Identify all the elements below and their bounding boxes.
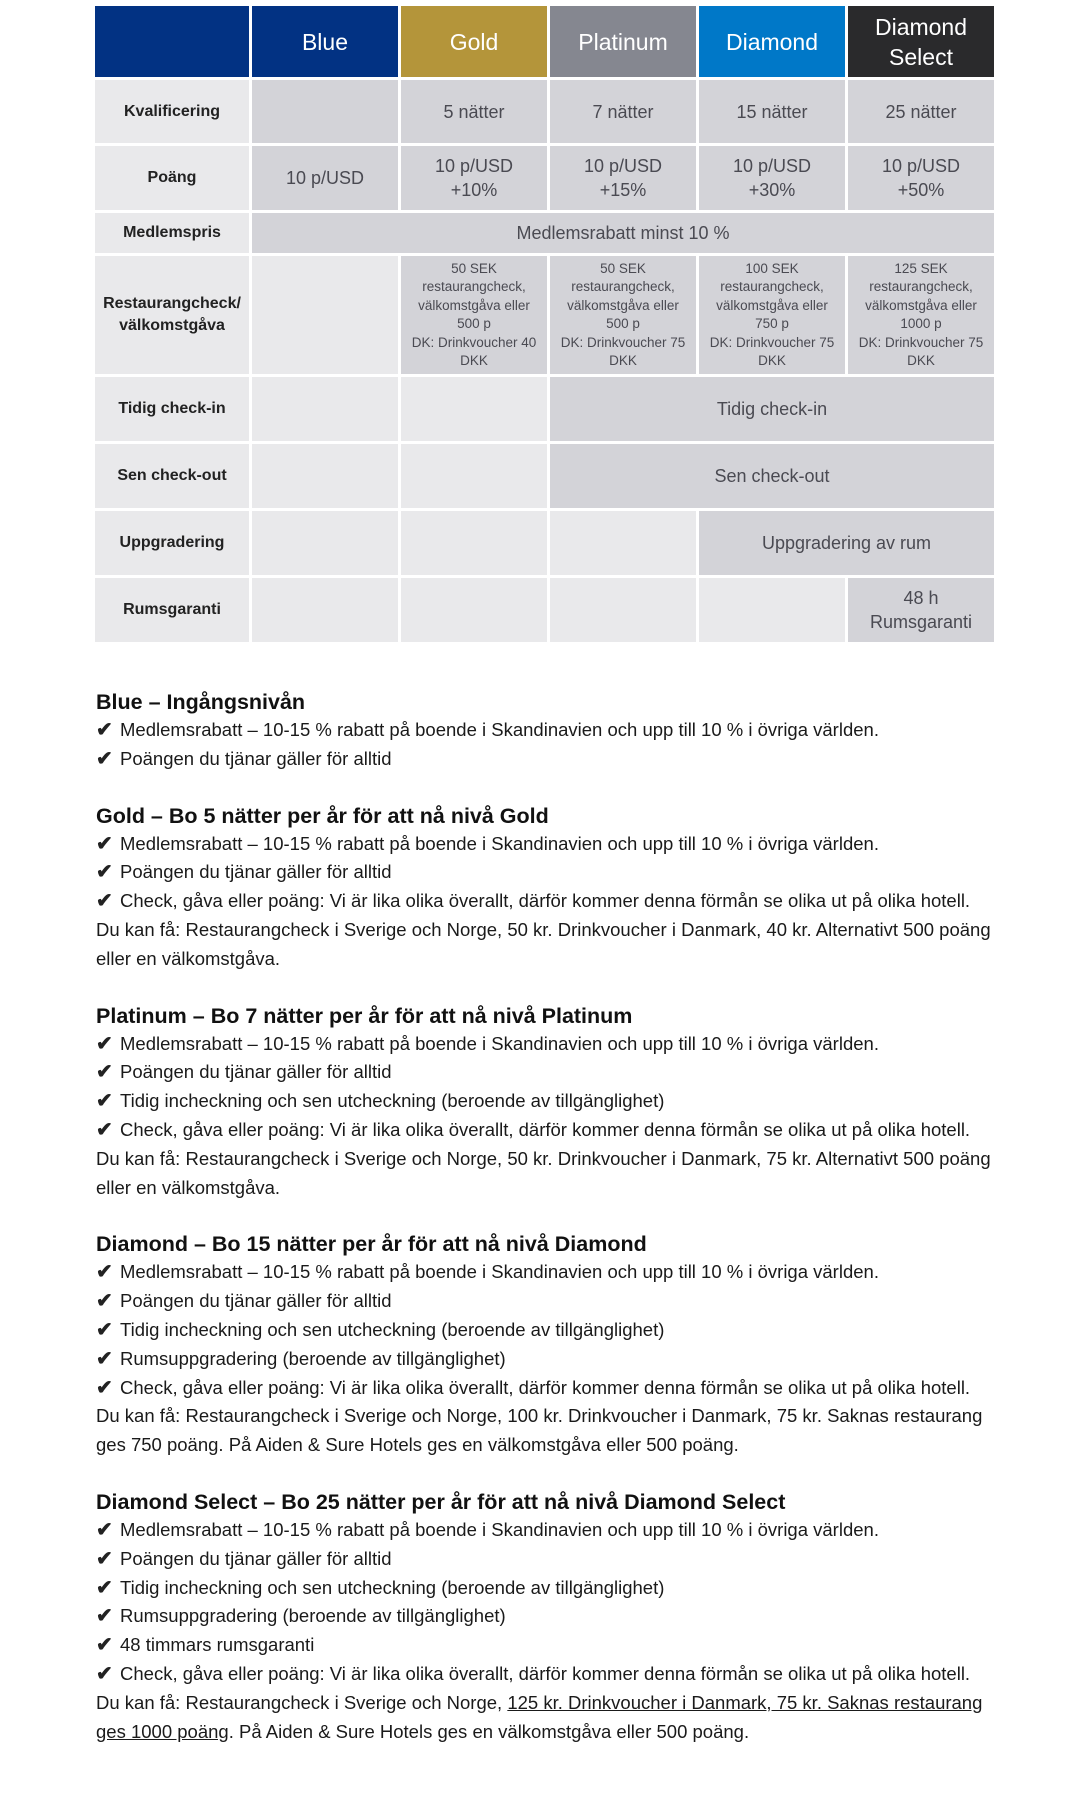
qualification-platinum: 7 nätter [550, 80, 696, 143]
upgrade-gold [401, 511, 547, 575]
benefit-item: ✔ Medlemsrabatt – 10-15 % rabatt på boende i Skandinavien och upp till 10 % i övriga världen. [96, 1516, 996, 1545]
tier-header-gold: Gold [401, 6, 547, 77]
row-late-checkout [95, 444, 994, 508]
check-mark-icon: ✔ [96, 861, 113, 884]
qualification-gold: 5 nätter [401, 80, 547, 143]
row-upgrade [95, 511, 994, 575]
benefit-item: ✔ Poängen du tjänar gäller för alltid [96, 858, 996, 887]
member-price-all: Medlemsrabatt minst 10 % [252, 213, 994, 253]
tier-header-platinum: Platinum [550, 6, 696, 77]
benefits-diamond-select [96, 1488, 996, 1746]
qualification-diamond: 15 nätter [699, 80, 845, 143]
row-qualification [95, 80, 994, 143]
points-platinum: 10 p/USD +15% [550, 146, 696, 210]
row-label-late-checkout: Sen check-out [95, 444, 249, 508]
header-corner [95, 6, 249, 77]
check-mark-icon: ✔ [96, 1090, 113, 1113]
check-mark-icon: ✔ [96, 719, 113, 741]
check-mark-icon: ✔ [96, 1032, 113, 1055]
points-diamond-select: 10 p/USD +50% [848, 146, 994, 210]
tier-header-diamond-select: Diamond Select [848, 6, 994, 77]
points-blue: 10 p/USD [252, 146, 398, 210]
check-mark-icon: ✔ [96, 1576, 113, 1599]
benefit-item: ✔ Tidig incheckning och sen utcheckning (beroende av tillgänglighet) [96, 1574, 996, 1603]
late-checkout-blue [252, 444, 398, 508]
row-label-qualification: Kvalificering [95, 80, 249, 143]
tier-benefits-list [96, 688, 996, 1774]
benefits-platinum-title: Platinum – Bo 7 nätter per år för att nå nivå Platinum [96, 1003, 633, 1028]
benefit-item: ✔ Check, gåva eller poäng: Vi är lika olika överallt, därför kommer denna förmån se olika ut på olika hotell. Du kan få: Restaurangcheck i Sverige och Norge, 100 kr. Drinkvoucher i Danmark, 75 kr. Saknas restaurang ges 750 poäng. På Aiden & Sure Hotels ges en välkomstgåva eller 500 poäng. [96, 1374, 996, 1460]
upgrade-diamond-plus: Uppgradering av rum [699, 511, 994, 575]
tier-comparison-table [92, 3, 997, 645]
benefit-item: ✔ Poängen du tjänar gäller för alltid [96, 1287, 996, 1316]
benefit-item: ✔ Rumsuppgradering (beroende av tillgänglighet) [96, 1602, 996, 1631]
check-mark-icon: ✔ [96, 1318, 113, 1341]
row-member-price [95, 213, 994, 253]
benefit-item: ✔ Poängen du tjänar gäller för alltid [96, 1058, 996, 1087]
points-gold: 10 p/USD +10% [401, 146, 547, 210]
benefits-diamond [96, 1230, 996, 1460]
check-mark-icon: ✔ [96, 1518, 113, 1541]
benefit-item: ✔ Medlemsrabatt – 10-15 % rabatt på boende i Skandinavien och upp till 10 % i övriga världen. [96, 716, 996, 745]
benefits-gold-title: Gold – Bo 5 nätter per år för att nå nivå Gold [96, 803, 549, 828]
check-mark-icon: ✔ [96, 890, 113, 913]
room-guarantee-diamond-select: 48 h Rumsgaranti [848, 578, 994, 642]
benefit-item: ✔ Tidig incheckning och sen utcheckning (beroende av tillgänglighet) [96, 1316, 996, 1345]
qualification-blue [252, 80, 398, 143]
check-mark-icon: ✔ [96, 1118, 113, 1141]
check-mark-icon: ✔ [96, 1347, 113, 1370]
check-mark-icon: ✔ [96, 1261, 113, 1284]
tier-header-diamond: Diamond [699, 6, 845, 77]
benefit-item: ✔ Medlemsrabatt – 10-15 % rabatt på boende i Skandinavien och upp till 10 % i övriga världen. [96, 1030, 996, 1059]
benefit-item: ✔ Check, gåva eller poäng: Vi är lika olika överallt, därför kommer denna förmån se olika ut på olika hotell. Du kan få: Restaurangcheck i Sverige och Norge, 50 kr. Drinkvoucher i Danmark, 40 kr. Alternativt 500 poäng eller en välkomstgåva. [96, 887, 996, 973]
benefit-item: ✔ Check, gåva eller poäng: Vi är lika olika överallt, därför kommer denna förmån se olika ut på olika hotell. Du kan få: Restaurangcheck i Sverige och Norge, 125 kr. Drinkvoucher i Danmark, 75 kr. Saknas restaurang ges 1000 poäng. På Aiden & Sure Hotels ges en välkomstgåva eller 500 poäng. [96, 1660, 996, 1746]
check-mark-icon: ✔ [96, 1061, 113, 1084]
benefit-item: ✔ Poängen du tjänar gäller för alltid [96, 1545, 996, 1574]
restaurant-diamond-select: 125 SEK restaurangcheck, välkomstgåva eller 1000 p DK: Drinkvoucher 75 DKK [848, 256, 994, 374]
check-mark-icon: ✔ [96, 1376, 113, 1399]
benefit-item: ✔ Rumsuppgradering (beroende av tillgänglighet) [96, 1345, 996, 1374]
restaurant-diamond: 100 SEK restaurangcheck, välkomstgåva eller 750 p DK: Drinkvoucher 75 DKK [699, 256, 845, 374]
row-label-points: Poäng [95, 146, 249, 210]
row-points [95, 146, 994, 210]
room-guarantee-platinum [550, 578, 696, 642]
qualification-diamond-select: 25 nätter [848, 80, 994, 143]
restaurant-gold: 50 SEK restaurangcheck, välkomstgåva eller 500 p DK: Drinkvoucher 40 DKK [401, 256, 547, 374]
benefit-item: ✔ 48 timmars rumsgaranti [96, 1631, 996, 1660]
rewards-link[interactable]: 125 kr. Drinkvoucher i Danmark, 75 kr. Saknas restaurang ges 1000 poäng [96, 1691, 983, 1742]
row-label-restaurant: Restaurangcheck/ välkomstgåva [95, 256, 249, 374]
check-mark-icon: ✔ [96, 1662, 113, 1685]
check-mark-icon: ✔ [96, 1290, 113, 1313]
row-room-guarantee [95, 578, 994, 642]
room-guarantee-diamond [699, 578, 845, 642]
check-mark-icon: ✔ [96, 1605, 113, 1628]
room-guarantee-gold [401, 578, 547, 642]
tier-header-blue: Blue [252, 6, 398, 77]
check-mark-icon: ✔ [96, 747, 113, 770]
benefit-item: ✔ Medlemsrabatt – 10-15 % rabatt på boende i Skandinavien och upp till 10 % i övriga världen. [96, 1258, 996, 1287]
points-diamond: 10 p/USD +30% [699, 146, 845, 210]
benefits-platinum [96, 1002, 996, 1203]
early-checkin-platinum-plus: Tidig check-in [550, 377, 994, 441]
upgrade-platinum [550, 511, 696, 575]
check-mark-icon: ✔ [96, 1634, 113, 1657]
row-early-checkin [95, 377, 994, 441]
benefits-diamond-title: Diamond – Bo 15 nätter per år för att nå nivå Diamond [96, 1232, 647, 1257]
row-label-early-checkin: Tidig check-in [95, 377, 249, 441]
benefit-item: ✔ Medlemsrabatt – 10-15 % rabatt på boende i Skandinavien och upp till 10 % i övriga världen. [96, 830, 996, 859]
early-checkin-gold [401, 377, 547, 441]
row-label-member-price: Medlemspris [95, 213, 249, 253]
benefit-item: ✔ Tidig incheckning och sen utcheckning (beroende av tillgänglighet) [96, 1087, 996, 1116]
benefit-item: ✔ Poängen du tjänar gäller för alltid [96, 745, 996, 774]
benefits-diamond-select-title: Diamond Select – Bo 25 nätter per år för att nå nivå Diamond Select [96, 1489, 786, 1514]
benefit-item: ✔ Check, gåva eller poäng: Vi är lika olika överallt, därför kommer denna förmån se olika ut på olika hotell. Du kan få: Restaurangcheck i Sverige och Norge, 50 kr. Drinkvoucher i Danmark, 75 kr. Alternativt 500 poäng eller en välkomstgåva. [96, 1116, 996, 1202]
check-mark-icon: ✔ [96, 1547, 113, 1570]
check-mark-icon: ✔ [96, 832, 113, 855]
row-restaurant [95, 256, 994, 374]
tier-header-row [95, 6, 994, 77]
benefits-blue-title: Blue – Ingångsnivån [96, 690, 306, 714]
benefits-gold [96, 802, 996, 974]
row-label-room-guarantee: Rumsgaranti [95, 578, 249, 642]
restaurant-blue [252, 256, 398, 374]
room-guarantee-blue [252, 578, 398, 642]
row-label-upgrade: Uppgradering [95, 511, 249, 575]
early-checkin-blue [252, 377, 398, 441]
upgrade-blue [252, 511, 398, 575]
restaurant-platinum: 50 SEK restaurangcheck, välkomstgåva eller 500 p DK: Drinkvoucher 75 DKK [550, 256, 696, 374]
benefits-blue [96, 688, 996, 774]
late-checkout-platinum-plus: Sen check-out [550, 444, 994, 508]
late-checkout-gold [401, 444, 547, 508]
